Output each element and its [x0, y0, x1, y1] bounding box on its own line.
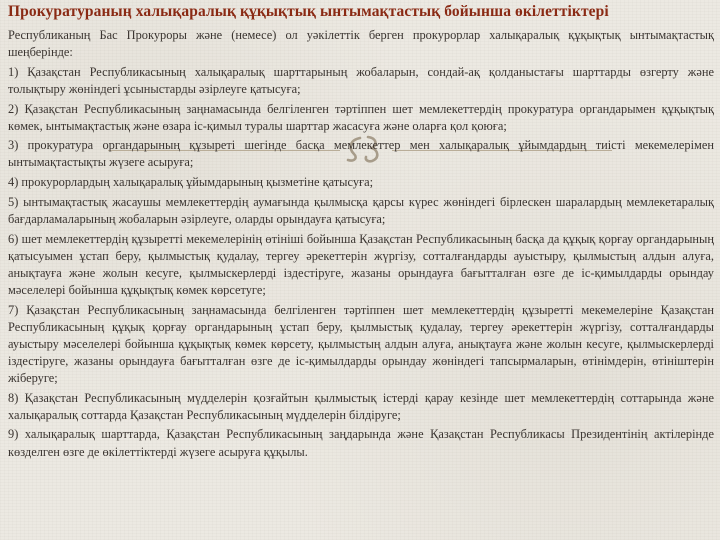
paragraph-intro: Республиканың Бас Прокуроры және (немесе) ол уәкілеттік берген прокурорлар халықаралық құқықтық ынтымақтастық шеңберінде: [8, 28, 714, 60]
paragraph-item-9: 9) халықаралық шарттарда, Қазақстан Республикасының заңдарында және Қазақстан Республикасы Президентінің актілерінде көзделген өзге де өкілеттіктерді жүзеге асыруға құқылы. [8, 427, 714, 459]
paragraph-item-7: 7) Қазақстан Республикасының заңнамасында белгіленген тәртіппен шет мемлекеттердің құзыретті мекемелеріне Қазақстан Республикасының құқық қорғау органдарының ұстап беру, қылмыстық қудалау, тергеу әрекеттерін жүргізу, сотталғандарды ауыстыру мәселелері бойынша құқықтық көмек көрсету, қылмыстың алдын алуға, анықтауға және жолын кесуге, қылмыскерлерді іздестіруге, жазаны орындауға бағытталған өзге де іс-қимылдарды орындау жөніндегі тапсырмаларын, өтінімдерін, өтініштерін жіберуге; [8, 302, 714, 385]
paragraph-item-3: 3) прокуратура органдарының құзыреті шегінде басқа мемлекеттер мен халықаралық ұйымдардың тиісті мекемелерімен ынтымақтастықты жүзеге асыруға; [8, 138, 714, 170]
paragraph-item-5: 5) ынтымақтастық жасаушы мемлекеттердің аумағында қылмысқа қарсы күрес жөніндегі бірлескен шаралардың мемлекетаралық бағдарламаларының жобаларын әзірлеуге, оларды орындауға қатысуға; [8, 194, 714, 226]
paragraph-item-8: 8) Қазақстан Республикасының мүдделерін қозғайтын қылмыстық істерді қарау кезінде шет мемлекеттердің соттарында және халықаралық соттарда Қазақстан Республикасының мүдделерін білдіруге; [8, 390, 714, 422]
paragraph-item-1: 1) Қазақстан Республикасының халықаралық шарттарының жобаларын, сондай-ақ қолданыстағы шарттарды өзгерту және толықтыру жөніндегі ұсыныстарды әзірлеуге қатысуға; [8, 64, 714, 96]
paragraph-item-4: 4) прокурорлардың халықаралық ұйымдарының қызметіне қатысуға; [8, 175, 374, 190]
body-text [8, 27, 714, 463]
paragraph-item-2: 2) Қазақстан Республикасының заңнамасында белгіленген тәртіппен шет мемлекеттердің прокуратура органдарымен құқықтық көмек, ынтымақтастық және өзара іс-қимыл туралы шарттар жасасуға және оларға қол қоюға; [8, 101, 714, 133]
slide-title: Прокуратураның халықаралық құқықтық ынтымақтастық бойынша өкілеттіктері [8, 3, 609, 20]
paragraph-item-6: 6) шет мемлекеттердің құзыретті мекемелерінің өтініші бойынша Қазақстан Республикасының басқа да құқық қорғау органдарының қатысуымен ұстап беру, қылмыстық қудалау, тергеу әрекеттерін жүргізу, сотталғандарды ауыстыру, қылмыстың алдын алуға, анықтауға және жолын кесуге, қылмыскерлерді іздестіруге, жазаны орындауға бағытталған өзге де іс-қимылдарды орындау мәселелері бойынша құқықтық көмек көрсетуге; [8, 231, 714, 297]
